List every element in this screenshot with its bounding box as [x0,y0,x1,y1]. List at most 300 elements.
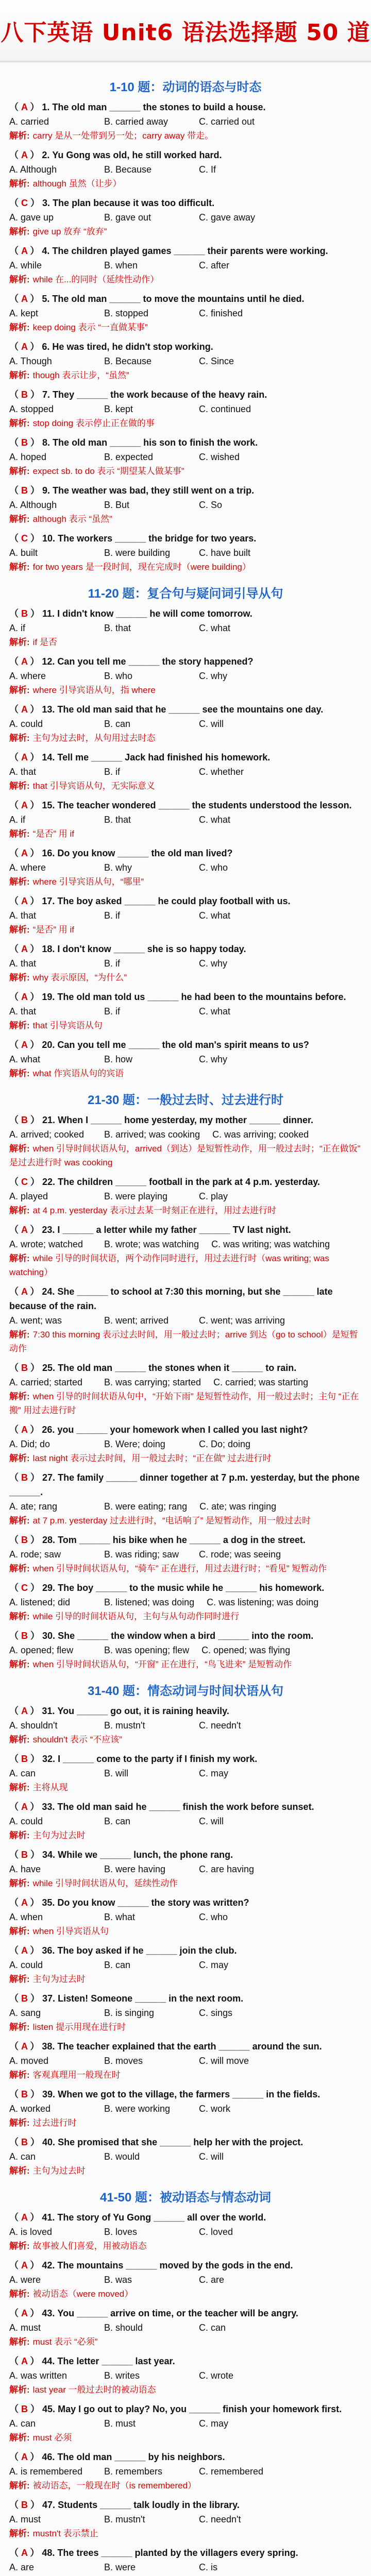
question-item [9,1361,362,1417]
question-option: B. gave out [104,212,151,223]
question-text: The weather was bad, they still went on a trip. [53,485,255,496]
question-analysis: 解析: 7:30 this morning 表示过去时间，用一般过去时；arrive 到达（go to school）是短暂动作 [9,1330,358,1353]
question-answer: B [21,2089,28,2099]
question-number: 25. [42,1363,56,1373]
question-stem: （ B ） 8. The old man ______ his son to finish the work. [9,437,258,448]
question-analysis-text: 主句为过去时 [32,1831,86,1840]
question-text: When I ______ home yesterday, my mother ______ dinner. [58,1115,313,1125]
question-text: I don't know ______ she is so happy today. [57,944,246,954]
question-stem: （ A ） 5. The old man ______ to move the mountains until he died. [9,294,305,304]
question-number: 8. [42,437,50,448]
question-options [9,210,362,225]
question-options [9,2464,362,2479]
question-option: B. that [104,815,131,825]
question-options [9,1958,362,1972]
question-options [9,2054,362,2068]
question-item [9,1533,362,1575]
question-answer: B [21,1115,28,1125]
question-option: B. wrote; was watching [104,1239,199,1249]
question-option: C. went; was arriving [199,1315,285,1326]
question-option: C. will [199,1816,224,1826]
question-option: A. can [9,1768,36,1778]
question-option: B. can [104,1960,131,1970]
question-item [9,1943,362,1986]
question-answer: A [21,2212,28,2223]
question-number: 32. [42,1754,56,1764]
question-option: A. listened; did [9,1597,71,1607]
question-text: While we ______ lunch, the phone rang. [58,1850,233,1860]
question-number: 6. [42,342,50,352]
question-options [9,2416,362,2431]
question-text: Can you tell me ______ the old man's spirit means to us? [57,1040,309,1050]
question-analysis-text: carry 是从一处带到另一处；carry away 带走。 [32,131,214,141]
question-options [9,860,362,875]
question-option: B. were [104,2562,136,2572]
question-option: B. Because [104,356,152,366]
question-option: C. was arriving; cooked [212,1129,309,1140]
question-item [9,2210,362,2253]
question-option: B. Because [104,164,152,175]
question-option: B. if [104,958,121,969]
question-analysis: 解析: when 引导时间状语从句，arrived（到达）是短暂性动作，用一般过去时；“正在做饭” 是过去进行时 was cooking [9,1144,361,1167]
question-option: A. rode; saw [9,1549,61,1560]
question-number: 9. [42,485,50,496]
question-text: The story of Yu Gong ______ all over the world. [57,2212,266,2223]
question-analysis: 解析: must 表示 “必须” [9,2337,98,2347]
question-option: A. carried [9,116,49,127]
question-options [9,1437,362,1451]
question-option: B. moves [104,2056,143,2066]
question-analysis: 解析: expect sb. to do 表示 “期望某人做某事” [9,466,184,476]
question-answer: B [21,1363,28,1373]
question-option: A. Although [9,500,57,510]
question-options [9,1189,362,1204]
question-analysis: 解析: mustn't 表示禁止 [9,2529,98,2538]
page-title: 八下英语 Unit6 语法选择题 50 道 [1,20,370,46]
question-option: C. carried out [199,116,255,127]
question-option: C. continued [199,404,251,414]
question-text: The family ______ dinner together at 7 p.m. yesterday, but the phone ______. [9,1472,360,1497]
question-option: C. have built [199,548,251,558]
question-answer: B [21,2404,28,2414]
question-analysis: 解析: last night 表示过去时间，用一般过去时；“正在做” 过去进行时 [9,1453,272,1463]
question-number: 12. [42,656,55,667]
question-analysis-text: when 引导宾语从句 [32,1926,109,1936]
question-analysis: 解析: listen 提示用现在进行时 [9,2022,126,2032]
question-analysis-text: where 引导宾语从句，“哪里” [32,877,144,887]
question-number: 13. [42,704,55,715]
question-option: A. stopped [9,404,54,414]
question-analysis-text: 被动语态，一般现在时（is remembered） [32,2481,197,2490]
question-number: 36. [42,1945,55,1956]
question-options [9,2273,362,2287]
question-analysis: 解析: when 引导时间状语从句，“开窗” 正在进行，“鸟飞进来” 是短暂动作 [9,1659,292,1669]
question-item [9,2258,362,2301]
question-option: A. arrived; cooked [9,1129,85,1140]
question-item [9,2450,362,2493]
question-option: B. were having [104,1864,166,1874]
question-text: The plan because it was too difficult. [53,198,215,208]
question-options [9,2512,362,2527]
question-option: C. will [199,719,224,729]
question-analysis-text: though 表示让步，“虽然” [32,370,129,380]
question-answer: A [21,848,28,858]
question-stem: （ A ） 24. She ______ to school at 7:30 this morning, but she ______ late because of the rain. [9,1286,333,1311]
question-option: A. ate; rang [9,1501,58,1512]
question-answer: A [21,2308,28,2318]
question-text: The mountains ______ moved by the gods in the end. [57,2260,293,2270]
question-option: A. must [9,2514,41,2524]
question-analysis: 解析: “是否” 用 if [9,925,74,935]
question-number: 18. [42,944,55,954]
question-analysis-text: expect sb. to do 表示 “期望某人做某事” [32,466,184,476]
question-text: The teacher explained that the earth ______ around the sun. [57,2041,322,2052]
question-analysis-text: although 表示 “虽然” [32,514,112,524]
question-option: C. why [199,1054,228,1064]
question-stem: （ B ） 11. I didn't know ______ he will come tomorrow. [9,608,252,619]
question-option: B. stopped [104,308,149,318]
question-number: 20. [42,1040,55,1050]
question-answer: A [21,2356,28,2366]
question-options [9,498,362,512]
question-analysis-text: “是否” 用 if [32,829,74,839]
question-option: C. what [199,623,231,633]
question-answer: C [21,1177,28,1187]
question-stem: （ B ） 37. Listen! Someone ______ in the next room. [9,1993,244,2004]
question-analysis: 解析: 主句为过去时 [9,1974,86,1984]
question-answer: A [21,2041,28,2052]
question-text: Can you tell me ______ the story happened? [57,656,254,667]
question-analysis-text: for two years 是一段时间，现在完成时（were building） [32,562,251,572]
question-number: 27. [42,1472,56,1483]
question-text: you ______ your homework when I called you last night? [57,1425,308,1435]
question-analysis-text: although 虽然（让步） [32,179,122,189]
question-stem: （ A ） 15. The teacher wondered ______ the students understood the lesson. [9,800,352,810]
question-options [9,354,362,368]
question-item [9,2498,362,2540]
question-analysis: 解析: at 7 p.m. yesterday 过去进行时，“电话响了” 是短暂动作，用一般过去时 [9,1516,311,1526]
question-item [9,1223,362,1279]
question-analysis: 解析: stop doing 表示停止正在做的事 [9,418,155,428]
question-options [9,450,362,464]
question-text: The trees ______ planted by the villagers every spring. [57,2548,298,2558]
question-item [9,1175,362,1217]
question-option: B. were building [104,548,171,558]
question-stem: （ A ） 18. I don't know ______ she is so happy today. [9,944,246,954]
question-number: 3. [42,198,50,208]
question-options [9,1766,362,1781]
question-analysis: 解析: last year 一般过去时的被动语态 [9,2385,156,2395]
question-item [9,798,362,841]
question-option: C. carried; was starting [213,1377,309,1387]
question-options [9,1595,362,1609]
question-stem: （ A ） 31. You ______ go out, it is raining heavily. [9,1706,229,1716]
question-option: A. were [9,2275,41,2285]
question-number: 35. [42,1897,55,1908]
question-option: A. is loved [9,2227,53,2237]
question-option: A. kept [9,308,39,318]
question-analysis-text: stop doing 表示停止正在做的事 [32,418,155,428]
question-option: C. Do; doing [199,1439,251,1449]
question-options [9,1052,362,1066]
question-answer: A [21,2260,28,2270]
question-stem: （ C ） 29. The boy ______ to the music while he ______ his homework. [9,1583,325,1593]
question-text: She ______ the window when a bird ______ into the room. [58,1631,314,1641]
question-stem: （ C ） 10. The workers ______ the bridge for two years. [9,533,257,544]
question-stem: （ A ） 13. The old man said that he ______ see the mountains one day. [9,704,324,715]
question-option: C. was writing; was watching [211,1239,330,1249]
question-number: 14. [42,752,55,762]
question-stem: （ B ） 9. The weather was bad, they still went on a trip. [9,485,255,496]
question-analysis: 解析: 故事被人们喜爱，用被动语态 [9,2241,147,2251]
question-number: 41. [42,2212,55,2223]
question-analysis: 解析: why 表示原因，“为什么” [9,973,127,982]
question-analysis: 解析: while 引导的时间状语从句，主句与从句动作同时进行 [9,1612,240,1621]
question-answer: B [21,608,28,619]
question-stem: （ B ） 27. The family ______ dinner together at 7 p.m. yesterday, but the phone ______. [9,1472,360,1497]
question-analysis: 解析: must 必须 [9,2433,72,2443]
question-number: 19. [42,992,55,1002]
question-option: B. carried away [104,116,168,127]
question-analysis-text: mustn't 表示禁止 [32,2529,98,2538]
question-analysis: 解析: 过去进行时 [9,2118,77,2128]
question-analysis-text: where 引导宾语从句，指 where [32,685,156,695]
question-option: A. opened; flew [9,1645,74,1655]
question-option: A. that [9,767,37,777]
question-item [9,1704,362,1747]
question-options [9,1814,362,1828]
question-analysis: 解析: shouldn't 表示 “不应该” [9,1735,122,1744]
page-header [0,0,371,62]
question-analysis-text: when 引导时间状语从句，“开窗” 正在进行，“鸟飞进来” 是短暂动作 [32,1659,292,1669]
question-analysis: 解析: 主将从现 [9,1783,68,1792]
question-number: 44. [42,2356,55,2366]
question-options [9,1718,362,1733]
question-options [9,669,362,683]
question-analysis: 解析: what 作宾语从句的宾语 [9,1069,124,1078]
question-option: C. who [199,1912,228,1922]
question-stem: （ A ） 6. He was tired, he didn't stop working. [9,342,213,352]
question-analysis-text: that 引导宾语从句，无实际意义 [32,781,155,791]
question-item [9,1470,362,1528]
section-title: 31-40 题：情态动词与时间状语从句 [87,1684,284,1698]
question-stem: （ C ） 3. The plan because it was too difficult. [9,198,215,208]
question-number: 45. [42,2404,56,2414]
question-list [0,62,371,2576]
question-item [9,654,362,697]
question-option: A. could [9,1816,43,1826]
question-option: C. rode; was seeing [199,1549,281,1560]
question-text: The boy asked if he ______ join the club. [57,1945,237,1956]
question-stem: （ B ） 40. She promised that she ______ help her with the project. [9,2137,303,2147]
question-item [9,2306,362,2349]
question-text: The old man ______ his son to finish the work. [53,437,258,448]
question-answer: A [21,992,28,1002]
question-analysis-text: that 引导宾语从句 [32,1021,103,1030]
question-option: C. If [199,164,216,175]
question-text: The old man ______ the stones to build a house. [52,102,266,112]
question-option: B. must [104,2418,136,2429]
question-analysis-text: if 是否 [32,637,57,647]
question-stem: （ B ） 7. They ______ the work because of the heavy rain. [9,389,267,400]
question-option: C. sings [199,2008,233,2018]
question-number: 48. [42,2548,55,2558]
question-answer: A [21,294,28,304]
question-text: The children ______ football in the park at 4 p.m. yesterday. [58,1177,320,1187]
question-stem: （ A ） 1. The old man ______ the stones to build a house. [9,102,266,112]
question-option: C. whether [199,767,244,777]
question-number: 15. [42,800,55,810]
question-option: C. can [199,2323,226,2333]
question-number: 34. [42,1850,56,1860]
question-options [9,765,362,779]
question-number: 42. [42,2260,55,2270]
question-option: B. how [104,1054,133,1064]
question-stem: （ B ） 32. I ______ come to the party if I finish my work. [9,1754,258,1764]
question-analysis: 解析: give up 放弃 “放弃” [9,227,107,236]
question-analysis-text: 主句为过去时 [32,1974,86,1984]
question-item [9,606,362,649]
question-analysis: 解析: when 引导宾语从句 [9,1926,109,1936]
question-option: A. is remembered [9,2466,83,2477]
question-text: The boy ______ to the music while he ______ his homework. [58,1583,325,1593]
question-analysis-text: while 引导的时间状语从句，主句与从句动作同时进行 [32,1612,240,1621]
question-answer: A [21,1802,28,1812]
question-stem: （ A ） 16. Do you know ______ the old man lived? [9,848,233,858]
question-analysis-text: 被动语态（were moved） [32,2289,133,2299]
question-item [9,483,362,526]
question-analysis-text: when 引导的时间状语从句中，“开始下雨” 是短暂性动作，用一般过去时；主句 “正在搬” 用过去进行时 [9,1392,359,1415]
question-stem: （ A ） 2. Yu Gong was old, he still worked hard. [9,150,222,160]
question-answer: B [21,2137,28,2147]
question-number: 46. [42,2452,55,2462]
question-analysis: 解析: though 表示让步，“虽然” [9,370,129,380]
question-analysis: 解析: keep doing 表示 “一直做某事” [9,323,148,332]
question-options [9,2102,362,2116]
question-analysis: 解析: at 4 p.m. yesterday 表示过去某一时刻正在进行，用过去进行时 [9,1206,276,1215]
question-option: C. needn't [199,1720,241,1731]
question-option: A. where [9,862,46,873]
question-option: B. was [104,2275,132,2285]
question-option: C. work [199,2104,231,2114]
question-answer: A [21,1945,28,1956]
question-answer: A [21,102,28,112]
question-item [9,340,362,382]
question-analysis-text: when 引导时间状语从句，“骑车” 正在进行，用过去进行时；“看见” 短暂动作 [32,1564,327,1573]
question-stem: （ B ） 25. The old man ______ the stones when it ______ to rain. [9,1363,297,1373]
question-analysis-text: must 必须 [32,2433,72,2443]
question-text: The teacher wondered ______ the students understood the lesson. [57,800,352,810]
question-stem: （ B ） 21. When I ______ home yesterday, my mother ______ dinner. [9,1115,313,1125]
question-number: 33. [42,1802,55,1812]
question-option: B. listened; was doing [104,1597,195,1607]
question-options [9,1862,362,1876]
question-option: B. who [104,671,133,681]
question-text: Tell me ______ Jack had finished his homework. [57,752,271,762]
question-number: 28. [42,1535,56,1545]
question-option: B. went; arrived [104,1315,169,1326]
question-option: C. finished [199,308,243,318]
question-option: B. were working [104,2104,171,2114]
question-number: 10. [42,533,56,544]
question-number: 31. [42,1706,55,1716]
question-item [9,702,362,745]
question-text: The old man ______ by his neighbors. [57,2452,225,2462]
question-analysis-text: keep doing 表示 “一直做某事” [32,323,148,332]
question-answer: B [21,1472,28,1483]
question-number: 43. [42,2308,55,2318]
question-option: C. are [199,2275,225,2285]
question-option: A. sang [9,2008,41,2018]
question-option: B. can [104,719,131,729]
question-options [9,1127,362,1142]
question-option: A. built [9,548,38,558]
question-option: B. mustn't [104,1720,145,1731]
question-stem: （ A ） 14. Tell me ______ Jack had finished his homework. [9,752,271,762]
question-answer: A [21,896,28,906]
question-answer: B [21,485,28,496]
question-option: B. if [104,1006,121,1016]
question-number: 1. [42,102,50,112]
question-answer: A [21,1425,28,1435]
question-analysis-text: last year 一般过去时的被动语态 [32,2385,156,2395]
question-options [9,1375,362,1389]
question-analysis: 解析: for two years 是一段时间，现在完成时（were building） [9,562,251,572]
question-text: Listen! Someone ______ in the next room. [58,1993,244,2004]
question-options [9,1547,362,1562]
question-option: B. was carrying; started [104,1377,201,1387]
question-option: A. wrote; watched [9,1239,83,1249]
question-analysis: 解析: where 引导宾语从句，指 where [9,685,156,695]
question-option: A. Did; do [9,1439,50,1449]
question-stem: （ B ） 30. She ______ the window when a bird ______ into the room. [9,1631,314,1641]
question-item [9,942,362,985]
question-options [9,2560,362,2574]
question-number: 26. [42,1425,55,1435]
question-text: The old man said he ______ finish the work before sunset. [57,1802,314,1812]
section-title: 41-50 题：被动语态与情态动词 [99,2191,272,2205]
question-item [9,2039,362,2082]
question-option: A. Although [9,164,57,175]
question-item [9,1284,362,1355]
question-item [9,846,362,889]
question-analysis: 解析: 客观真理用一般现在时 [9,2070,121,2080]
question-analysis-text: “是否” 用 if [32,925,74,935]
question-options [9,1237,362,1251]
question-text: The old man ______ the stones when it ______ to rain. [58,1363,297,1373]
question-item [9,1581,362,1623]
question-text: I ______ come to the party if I finish my work. [58,1754,258,1764]
question-stem: （ A ） 38. The teacher explained that the earth ______ around the sun. [9,2041,322,2052]
question-number: 22. [42,1177,56,1187]
question-option: B. was opening; flew [104,1645,190,1655]
question-option: C. loved [199,2227,233,2237]
question-analysis-text: 故事被人们喜爱，用被动语态 [32,2241,147,2251]
question-answer: B [21,389,28,400]
question-stem: （ B ） 39. When we got to the village, the farmers ______ in the fields. [9,2089,321,2099]
question-number: 39. [42,2089,56,2099]
question-options [9,1910,362,1924]
question-option: C. wrote [199,2370,234,2381]
question-option: B. that [104,623,131,633]
question-text: When we got to the village, the farmers ______ in the fields. [58,2089,321,2099]
question-option: B. Were; doing [104,1439,165,1449]
question-options [9,114,362,129]
question-option: A. gave up [9,212,54,223]
question-answer: C [21,198,28,208]
question-option: A. can [9,2151,36,2162]
question-text: The workers ______ the bridge for two years. [58,533,257,544]
